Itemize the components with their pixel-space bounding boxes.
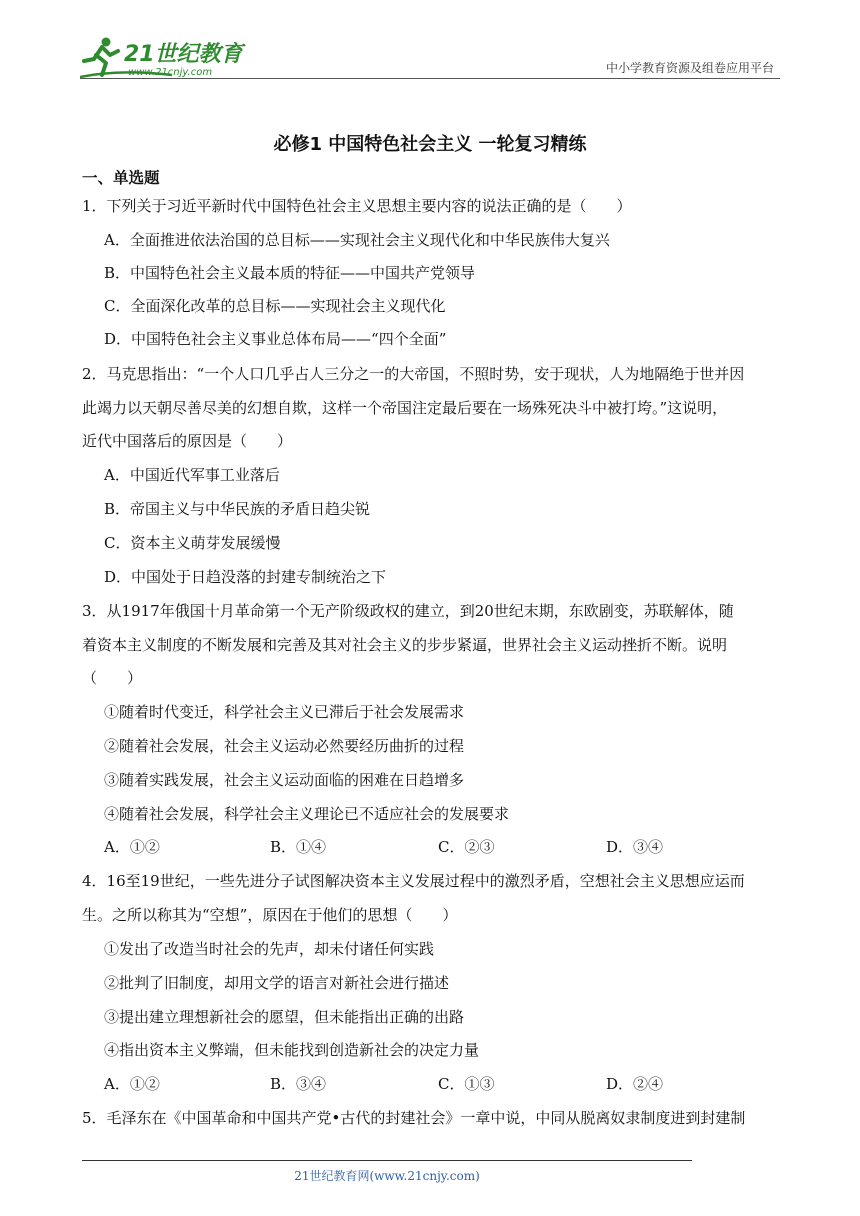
question-3-stem-line-1: 3．从1917年俄国十月革命第一个无产阶级政权的建立，到20世纪末期，东欧剧变，苏联解体，随 xyxy=(82,602,734,620)
q3-option-a: A．①② xyxy=(104,838,160,856)
logo-url: www.21cnjy.com xyxy=(128,67,213,78)
q2-option-d: D．中国处于日趋没落的封建专制统治之下 xyxy=(104,568,387,586)
page-footer: 21世纪教育网(www.21cnjy.com) xyxy=(294,1169,480,1183)
q2-option-c: C．资本主义萌芽发展缓慢 xyxy=(104,534,281,552)
q4-statement-2: ②批判了旧制度，却用文学的语言对新社会进行描述 xyxy=(104,974,450,992)
q1-option-c: C．全面深化改革的总目标——实现社会主义现代化 xyxy=(104,297,446,315)
q4-option-a: A．①② xyxy=(104,1075,160,1093)
q4-statement-1: ①发出了改造当时社会的先声，却未付诸任何实践 xyxy=(104,940,435,958)
q2-option-b: B．帝国主义与中华民族的矛盾日趋尖锐 xyxy=(104,500,371,518)
question-4-stem-line-1: 4．16至19世纪，一些先进分子试图解决资本主义发展过程中的激烈矛盾，空想社会主义思想应运而 xyxy=(82,872,745,890)
q3-option-c: C．②③ xyxy=(438,838,495,856)
q3-statement-1: ①随着时代变迁，科学社会主义已滞后于社会发展需求 xyxy=(104,703,465,721)
q3-statement-4: ④随着社会发展，科学社会主义理论已不适应社会的发展要求 xyxy=(104,805,510,823)
q4-option-b: B．③④ xyxy=(270,1075,327,1093)
q4-option-c: C．①③ xyxy=(438,1075,495,1093)
q2-option-a: A．中国近代军事工业落后 xyxy=(104,466,280,484)
question-5-stem-line-1: 5．毛泽东在《中国革命和中国共产党•古代的封建社会》一章中说，中同从脱离奴隶制度进到封建制 xyxy=(82,1109,746,1127)
footer-divider xyxy=(82,1160,692,1161)
q1-option-b: B．中国特色社会主义最本质的特征——中国共产党领导 xyxy=(104,264,476,282)
question-3-stem-line-3: （ ） xyxy=(82,669,143,687)
header-divider xyxy=(80,78,780,79)
q3-option-b: B．①④ xyxy=(270,838,327,856)
page-header xyxy=(0,0,860,90)
q4-statement-3: ③提出建立理想新社会的愿望，但未能指出正确的出路 xyxy=(104,1008,465,1026)
platform-label: 中小学教育资源及组卷应用平台 xyxy=(605,61,774,75)
question-2-stem-line-3: 近代中国落后的原因是（ ） xyxy=(82,432,293,450)
q1-option-a: A．全面推进依法治国的总目标——实现社会主义现代化和中华民族伟大复兴 xyxy=(104,231,610,249)
q3-statement-3: ③随着实践发展，社会主义运动面临的困难在日趋增多 xyxy=(104,771,465,789)
question-4-stem-line-2: 生。之所以称其为“空想”，原因在于他们的思想（ ） xyxy=(82,906,458,924)
q4-statement-4: ④指出资本主义弊端，但未能找到创造新社会的决定力量 xyxy=(104,1041,480,1059)
page-title: 必修1 中国特色社会主义 一轮复习精练 xyxy=(273,134,587,155)
q3-statement-2: ②随着社会发展，社会主义运动必然要经历曲折的过程 xyxy=(104,737,465,755)
question-1-stem: 1．下列关于习近平新时代中国特色社会主义思想主要内容的说法正确的是（ ） xyxy=(82,197,632,215)
q1-option-d: D．中国特色社会主义事业总体布局——“四个全面” xyxy=(104,330,447,348)
site-logo xyxy=(80,33,250,81)
q4-option-d: D．②④ xyxy=(606,1075,664,1093)
q3-option-d: D．③④ xyxy=(606,838,664,856)
question-2-stem-line-2: 此竭力以天朝尽善尽美的幻想自欺，这样一个帝国注定最后要在一场殊死决斗中被打垮。”这说明， xyxy=(82,399,728,417)
section-heading: 一、单选题 xyxy=(82,169,160,187)
question-2-stem-line-1: 2．马克思指出：“一个人口几乎占人三分之一的大帝国，不照时势，安于现状，人为地隔绝于世并因 xyxy=(82,365,745,383)
logo-text: 21世纪教育 xyxy=(124,42,243,67)
question-3-stem-line-2: 着资本主义制度的不断发展和完善及其对社会主义的步步紧逼，世界社会主义运动挫折不断。说明 xyxy=(82,636,728,654)
